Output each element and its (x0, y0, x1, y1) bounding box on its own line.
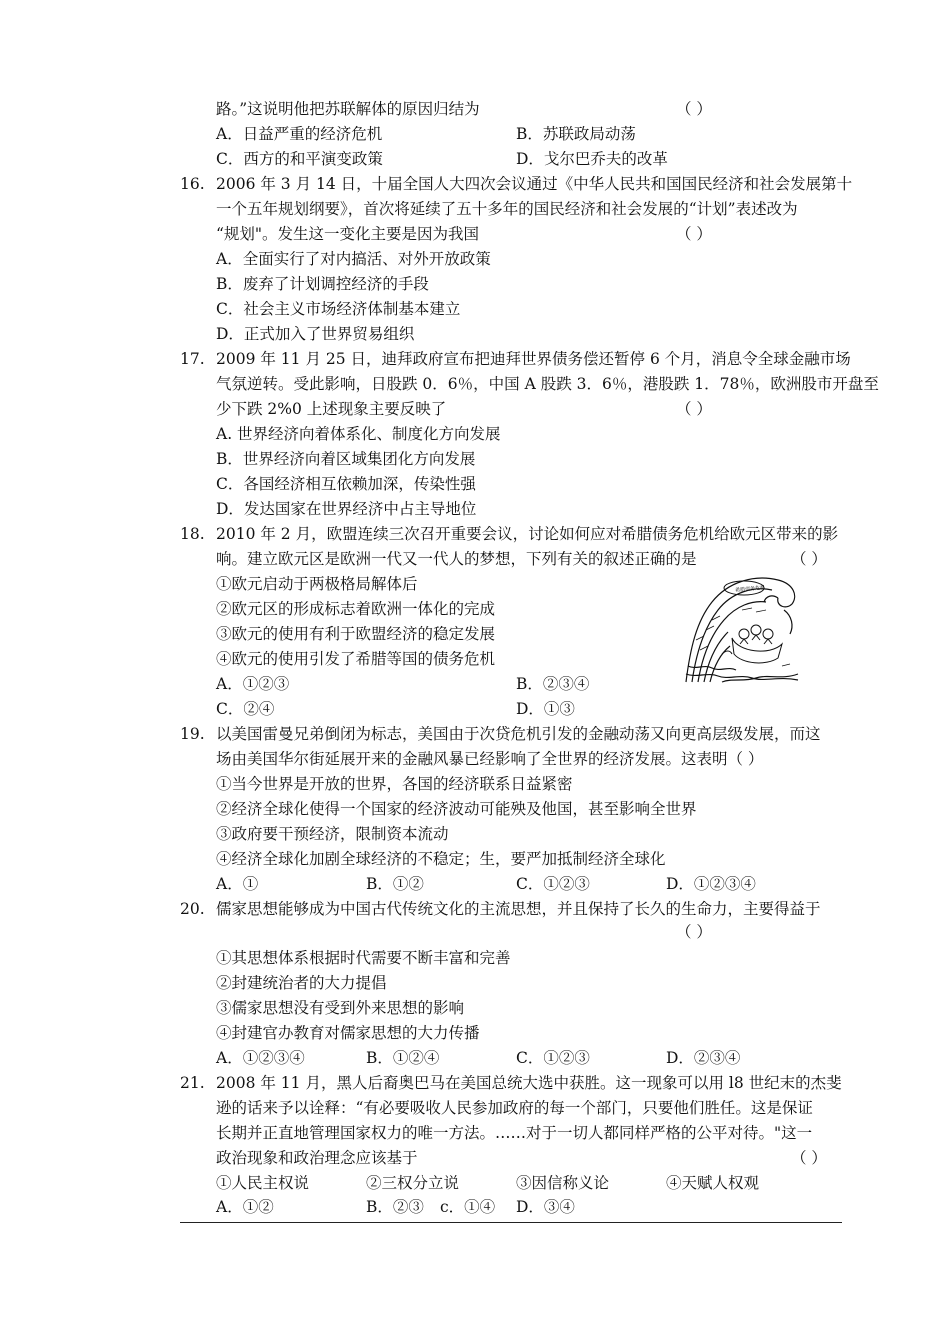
option-text: B．废弃了计划调控经济的手段 (216, 275, 429, 293)
option-d: D．戈尔巴乔夫的改革 (516, 150, 668, 168)
question-number: 19. (180, 725, 205, 743)
answer-bracket: （ ） (791, 550, 827, 568)
question-number: 21. (180, 1074, 205, 1092)
option-text: C．社会主义市场经济体制基本建立 (216, 300, 461, 318)
question-text: 少下跌 2%0 上述现象主要反映了 (216, 400, 447, 418)
option-d: D．②③④ (666, 1049, 741, 1067)
statement-1: ①人民主权说 (216, 1174, 310, 1192)
question-text: 2006 年 3 月 14 日，十届全国人大四次会议通过《中华人民共和国国民经济和社会发展第十 (216, 175, 853, 193)
answer-bracket: （ ） (676, 923, 712, 941)
statement-text: ④封建官办教育对儒家思想的大力传播 (216, 1024, 480, 1042)
option-d: D．①③ (516, 700, 575, 718)
statement-3: ③因信称义论 (516, 1174, 610, 1192)
option-a: A．①② (216, 1198, 274, 1216)
option-text: D．正式加入了世界贸易组织 (216, 325, 415, 343)
statement-text: ③欧元的使用有利于欧盟经济的稳定发展 (216, 625, 496, 643)
question-text: 长期并正直地管理国家权力的唯一方法。……对于一切人都同样严格的公平对待。"这一 (216, 1124, 813, 1142)
question-number: 17. (180, 350, 205, 368)
option-c: c．①④ (440, 1198, 496, 1216)
question-number: 18. (180, 525, 205, 543)
option-d: D．①②③④ (666, 875, 756, 893)
option-text: A. 世界经济向着体系化、制度化方向发展 (216, 425, 501, 443)
question-text: 2009 年 11 月 25 日，迪拜政府宣布把迪拜世界债务偿还暂停 6 个月，消息令全球金融市场 (216, 350, 851, 368)
option-text: C．各国经济相互依赖加深，传染性强 (216, 475, 476, 493)
option-c: C．①②③ (516, 875, 590, 893)
answer-bracket: （ ） (676, 225, 712, 243)
option-b: B．①②④ (366, 1049, 440, 1067)
option-c: C．①②③ (516, 1049, 590, 1067)
statement-text: ②欧元区的形成标志着欧洲一体化的完成 (216, 600, 496, 618)
question-text: 以美国雷曼兄弟倒闭为标志，美国由于次贷危机引发的金融动荡又向更高层级发展，而这 (216, 725, 821, 743)
debt-crisis-wave-cartoon (682, 570, 800, 684)
statement-text: ④经济全球化加剧全球经济的不稳定；生，要严加抵制经济全球化 (216, 850, 666, 868)
question-text: 逊的话来予以诠释：“有必要吸收人民参加政府的每一个部门，只要他们胜任。这是保证 (216, 1099, 813, 1117)
statement-text: ④欧元的使用引发了希腊等国的债务危机 (216, 650, 496, 668)
answer-bracket: （ ） (676, 400, 712, 418)
question-text: 2008 年 11 月，黑人后裔奥巴马在美国总统大选中获胜。这一现象可以用 l8 世纪末的杰斐 (216, 1074, 842, 1092)
question-text: 路。”这说明他把苏联解体的原因归结为 (216, 100, 480, 118)
option-b: B．②③ (366, 1198, 424, 1216)
statement-2: ②三权分立说 (366, 1174, 460, 1192)
option-text: D．发达国家在世界经济中占主导地位 (216, 500, 477, 518)
option-a: A．日益严重的经济危机 (216, 125, 383, 143)
option-c: C．②④ (216, 700, 275, 718)
statement-text: ①其思想体系根据时代需要不断丰富和完善 (216, 949, 511, 967)
cartoon-caption: 希腊债务危机 (734, 584, 766, 594)
statement-text: ②封建统治者的大力提倡 (216, 974, 387, 992)
question-text: 一个五年规划纲要》，首次将延续了五十多年的国民经济和社会发展的“计划”表述改为 (216, 200, 798, 218)
option-a: A．① (216, 875, 259, 893)
option-b: B．②③④ (516, 675, 590, 693)
answer-bracket: （ ） (676, 100, 712, 118)
statement-text: ①当今世界是开放的世界，各国的经济联系日益紧密 (216, 775, 573, 793)
question-text: 场由美国华尔街延展开来的金融风暴已经影响了全世界的经济发展。这表明（ ） (216, 750, 764, 768)
statement-text: ①欧元启动于两极格局解体后 (216, 575, 418, 593)
question-text: “规划"。发生这一变化主要是因为我国 (216, 225, 480, 243)
answer-bracket: （ ） (791, 1149, 827, 1167)
question-number: 16. (180, 175, 205, 193)
question-text: 气氛逆转。受此影响，日股跌 0．6％，中国 A 股跌 3．6％，港股跌 1．78％，欧洲股市开盘至 (216, 375, 879, 393)
footer-divider (180, 1222, 842, 1223)
option-b: B．苏联政局动荡 (516, 125, 636, 143)
option-a: A．①②③ (216, 675, 290, 693)
option-d: D．③④ (516, 1198, 575, 1216)
option-c: C．西方的和平演变政策 (216, 150, 383, 168)
statement-4: ④天赋人权观 (666, 1174, 760, 1192)
statement-text: ③政府要干预经济，限制资本流动 (216, 825, 449, 843)
option-a: A．①②③④ (216, 1049, 305, 1067)
question-text: 儒家思想能够成为中国古代传统文化的主流思想，并且保持了长久的生命力，主要得益于 (216, 900, 821, 918)
statement-text: ②经济全球化使得一个国家的经济波动可能殃及他国，甚至影响全世界 (216, 800, 697, 818)
option-b: B．①② (366, 875, 424, 893)
question-number: 20. (180, 900, 205, 918)
option-text: B．世界经济向着区域集团化方向发展 (216, 450, 476, 468)
question-text: 响。建立欧元区是欧洲一代又一代人的梦想，下列有关的叙述正确的是 (216, 550, 697, 568)
question-text: 2010 年 2 月，欧盟连续三次召开重要会议，讨论如何应对希腊债务危机给欧元区带来的影 (216, 525, 839, 543)
option-text: A．全面实行了对内搞活、对外开放政策 (216, 250, 491, 268)
question-text: 政治现象和政治理念应该基于 (216, 1149, 418, 1167)
statement-text: ③儒家思想没有受到外来思想的影响 (216, 999, 465, 1017)
